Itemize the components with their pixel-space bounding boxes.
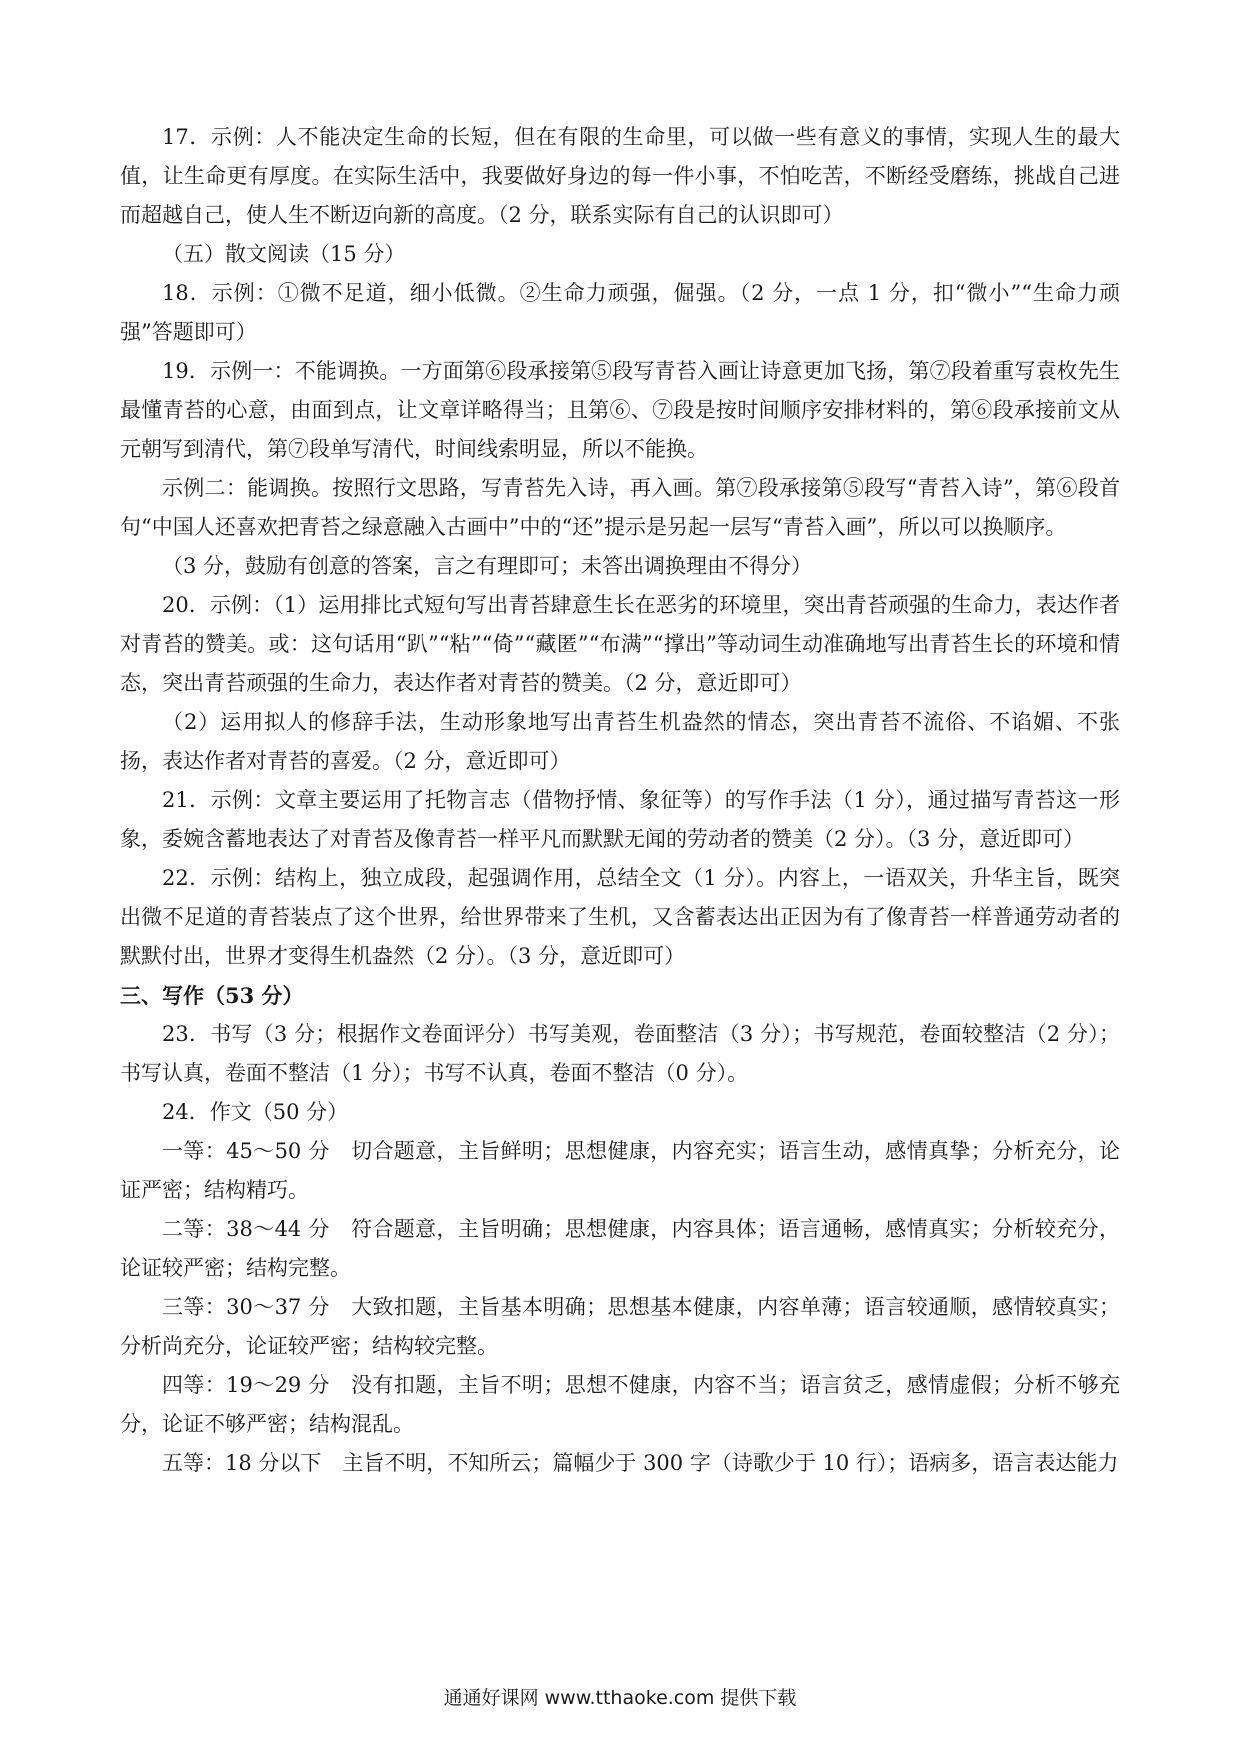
paragraph-q17: 17．示例：人不能决定生命的长短，但在有限的生命里，可以做一些有意义的事情，实现人生的最大值，让生命更有厚度。在实际生活中，我要做好身边的每一件小事，不怕吃苦，不断经受磨练，挑战自己进而超越自己，使人生不断迈向新的高度。（2 分，联系实际有自己的认识即可） bbox=[120, 125, 1120, 227]
paragraph-q19-example1: 19．示例一：不能调换。一方面第⑥段承接第⑤段写青苔入画让诗意更加飞扬，第⑦段着重写袁枚先生最懂青苔的心意，由面到点，让文章详略得当；且第⑥、⑦段是按时间顺序安排材料的，第⑥段承接前文从元朝写到清代，第⑦段单写清代，时间线索明显，所以不能换。 bbox=[120, 359, 1120, 461]
paragraph-q20-part2: （2）运用拟人的修辞手法，生动形象地写出青苔生机盎然的情态，突出青苔不流俗、不谄媚、不张扬，表达作者对青苔的喜爱。（2 分，意近即可） bbox=[120, 710, 1120, 773]
page-footer: 通通好课网 www.tthaoke.com 提供下载 bbox=[443, 1687, 797, 1709]
grade-level-1: 一等：45～50 分 切合题意，主旨鲜明；思想健康，内容充实；语言生动，感情真挚；分析充分，论证严密；结构精巧。 bbox=[120, 1139, 1120, 1202]
answer-key-content bbox=[120, 118, 1120, 1483]
paragraph-q21: 21．示例：文章主要运用了托物言志（借物抒情、象征等）的写作手法（1 分），通过描写青苔这一形象，委婉含蓄地表达了对青苔及像青苔一样平凡而默默无闻的劳动者的赞美（2 分）。（3 分，意近即可） bbox=[120, 788, 1120, 851]
grade-level-3: 三等：30～37 分 大致扣题，主旨基本明确；思想基本健康，内容单薄；语言较通顺，感情较真实；分析尚充分，论证较严密；结构较完整。 bbox=[120, 1295, 1120, 1358]
paragraph-q18: 18．示例：①微不足道，细小低微。②生命力顽强，倔强。（2 分，一点 1 分，扣“微小”“生命力顽强”答题即可） bbox=[120, 281, 1120, 344]
section-heading-writing: 三、写作（53 分） bbox=[120, 983, 304, 1008]
paragraph-q19-example2: 示例二：能调换。按照行文思路，写青苔先入诗，再入画。第⑦段承接第⑤段写“青苔入诗”，第⑥段首句“中国人还喜欢把青苔之绿意融入古画中”中的“还”提示是另起一层写“青苔入画”，所以可以换顺序。 bbox=[120, 476, 1120, 539]
paragraph-q24: 24．作文（50 分） bbox=[162, 1100, 349, 1124]
paragraph-q22: 22．示例：结构上，独立成段，起强调作用，总结全文（1 分）。内容上，一语双关，升华主旨，既突出微不足道的青苔装点了这个世界，给世界带来了生机，又含蓄表达出正因为有了像青苔一样普通劳动者的默默付出，世界才变得生机盎然（2 分）。（3 分，意近即可） bbox=[120, 866, 1120, 968]
grade-level-4: 四等：19～29 分 没有扣题，主旨不明；思想不健康，内容不当；语言贫乏，感情虚假；分析不够充分，论证不够严密；结构混乱。 bbox=[120, 1373, 1120, 1436]
section-heading-prose-reading: （五）散文阅读（15 分） bbox=[162, 242, 406, 266]
grade-level-5: 五等：18 分以下 主旨不明，不知所云；篇幅少于 300 字（诗歌少于 10 行）；语病多，语言表达能力 bbox=[162, 1451, 1119, 1475]
paragraph-q23: 23．书写（3 分；根据作文卷面评分）书写美观，卷面整洁（3 分）；书写规范，卷面较整洁（2 分）；书写认真，卷面不整洁（1 分）；书写不认真，卷面不整洁（0 分）。 bbox=[120, 1022, 1120, 1085]
paragraph-q20-part1: 20．示例：（1）运用排比式短句写出青苔肆意生长在恶劣的环境里，突出青苔顽强的生命力，表达作者对青苔的赞美。或：这句话用“趴”“粘”“倚”“藏匿”“布满”“撑出”等动词生动准确地写出青苔生长的环境和情态，突出青苔顽强的生命力，表达作者对青苔的赞美。（2 分，意近即可） bbox=[120, 593, 1120, 695]
grade-level-2: 二等：38～44 分 符合题意，主旨明确；思想健康，内容具体；语言通畅，感情真实；分析较充分，论证较严密；结构完整。 bbox=[120, 1217, 1120, 1280]
paragraph-q19-scoring: （3 分，鼓励有创意的答案，言之有理即可；未答出调换理由不得分） bbox=[162, 554, 813, 578]
